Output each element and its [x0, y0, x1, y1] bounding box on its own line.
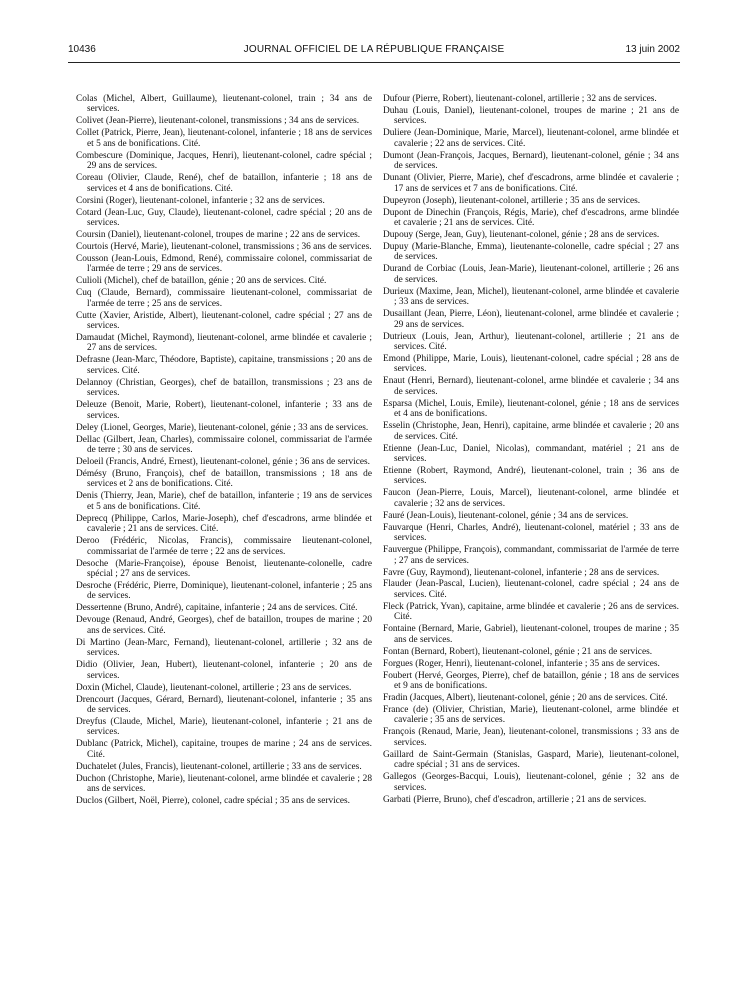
list-item: Esparsa (Michel, Louis, Emile), lieutenant-colonel, génie ; 18 ans de services et 4 ans de bonifications.	[383, 398, 679, 420]
page-number: 10436	[68, 44, 96, 55]
list-item: Denis (Thierry, Jean, Marie), chef de bataillon, infanterie ; 19 ans de services et 5 ans de bonifications. Cité.	[76, 491, 372, 512]
list-item: Emond (Philippe, Marie, Louis), lieutenant-colonel, cadre spécial ; 28 ans de services.	[383, 353, 679, 375]
list-item: Dublanc (Patrick, Michel), capitaine, troupes de marine ; 24 ans de services. Cité.	[76, 739, 372, 760]
list-item: Démésy (Bruno, François), chef de bataillon, transmissions ; 18 ans de services et 2 ans de bonifications. Cité.	[76, 468, 372, 490]
list-item: Fontan (Bernard, Robert), lieutenant-colonel, génie ; 21 ans de services.	[383, 646, 653, 657]
list-item: Devouge (Renaud, André, Georges), chef de bataillon, troupes de marine ; 20 ans de services. Cité.	[76, 615, 372, 636]
list-item: Durieux (Maxime, Jean, Michel), lieutenant-colonel, arme blindée et cavalerie ; 33 ans de services.	[383, 286, 679, 308]
list-item: Corsini (Roger), lieutenant-colonel, infanterie ; 32 ans de services.	[76, 195, 325, 206]
publication-date: 13 juin 2002	[625, 44, 680, 55]
list-item: Di Martino (Jean-Marc, Fernand), lieutenant-colonel, artillerie ; 32 ans de services.	[76, 637, 372, 659]
list-item: Flauder (Jean-Pascal, Lucien), lieutenant-colonel, cadre spécial ; 24 ans de services. Cité.	[383, 579, 679, 600]
list-item: Faucon (Jean-Pierre, Louis, Marcel), lieutenant-colonel, arme blindée et cavalerie ; 32 ans de services.	[383, 488, 679, 509]
list-item: Deleuze (Benoit, Marie, Robert), lieutenant-colonel, infanterie ; 33 ans de services.	[76, 400, 372, 421]
list-item: Etienne (Robert, Raymond, André), lieutenant-colonel, train ; 36 ans de services.	[383, 465, 679, 487]
list-item: Coreau (Olivier, Claude, René), chef de bataillon, infanterie ; 18 ans de services et 4 ans de bonifications. Cité.	[76, 173, 372, 194]
list-item: Deloeil (Francis, André, Ernest), lieutenant-colonel, génie ; 36 ans de services.	[76, 457, 370, 467]
list-item: Dutrieux (Louis, Jean, Arthur), lieutenant-colonel, artillerie ; 21 ans de services. Cité.	[383, 331, 679, 352]
list-item: Didio (Olivier, Jean, Hubert), lieutenant-colonel, infanterie ; 20 ans de services.	[76, 660, 372, 681]
list-item: Drencourt (Jacques, Gérard, Bernard), lieutenant-colonel, infanterie ; 35 ans de services.	[76, 694, 372, 715]
list-item: Damaudat (Michel, Raymond), lieutenant-colonel, arme blindée et cavalerie ; 27 ans de services.	[76, 333, 372, 354]
list-item: Garbati (Pierre, Bruno), chef d'escadron, artillerie ; 21 ans de services.	[383, 794, 647, 805]
list-item: Forgues (Roger, Henri), lieutenant-colonel, infanterie ; 35 ans de services.	[383, 658, 660, 669]
list-item: Desoche (Marie-Françoise), épouse Benoist, lieutenante-colonelle, cadre spécial ; 27 ans de services.	[76, 558, 372, 580]
list-item: Cotard (Jean-Luc, Guy, Claude), lieutenant-colonel, cadre spécial ; 20 ans de services.	[76, 207, 372, 228]
list-item: Fleck (Patrick, Yvan), capitaine, arme blindée et cavalerie ; 26 ans de services. Cité.	[383, 601, 679, 623]
list-item: Dupouy (Serge, Jean, Guy), lieutenant-colonel, génie ; 28 ans de services.	[383, 229, 660, 240]
list-item: Colivet (Jean-Pierre), lieutenant-colonel, transmissions ; 34 ans de services.	[76, 116, 360, 127]
list-item: Colas (Michel, Albert, Guillaume), lieutenant-colonel, train ; 34 ans de services.	[76, 94, 372, 115]
list-item: Durand de Corbiac (Louis, Jean-Marie), lieutenant-colonel, artillerie ; 26 ans de services.	[383, 264, 679, 285]
list-item: Fauvarque (Henri, Charles, André), lieutenant-colonel, matériel ; 33 ans de services.	[383, 522, 679, 544]
list-item: Cousson (Jean-Louis, Edmond, René), commissaire colonel, commissariat de l'armée de terre ; 29 ans de services.	[76, 253, 372, 275]
list-item: Fontaine (Bernard, Marie, Gabriel), lieutenant-colonel, troupes de marine ; 35 ans de services.	[383, 624, 679, 645]
list-item: Cutte (Xavier, Aristide, Albert), lieutenant-colonel, cadre spécial ; 27 ans de services.	[76, 310, 372, 332]
list-item: Esselin (Christophe, Jean, Henri), capitaine, arme blindée et cavalerie ; 20 ans de services. Cité.	[383, 421, 679, 442]
right-column	[383, 94, 679, 807]
list-item: Duchon (Christophe, Marie), lieutenant-colonel, arme blindée et cavalerie ; 28 ans de services.	[76, 773, 372, 795]
list-item: Etienne (Jean-Luc, Daniel, Nicolas), commandant, matériel ; 21 ans de services.	[383, 443, 679, 464]
list-item: Dunant (Olivier, Pierre, Marie), chef d'escadrons, arme blindée et cavalerie ; 17 ans de services et 7 ans de bonifications. Cité.	[383, 173, 679, 194]
list-item: Fradin (Jacques, Albert), lieutenant-colonel, génie ; 20 ans de services. Cité.	[383, 693, 668, 704]
list-item: Cuq (Claude, Bernard), commissaire lieutenant-colonel, commissariat de l'armée de terre ; 25 ans de services.	[76, 288, 372, 309]
list-item: Deprecq (Philippe, Carlos, Marie-Joseph), chef d'escadrons, arme blindée et cavalerie ; 21 ans de services. Cité.	[76, 513, 372, 535]
list-item: Gaillard de Saint-Germain (Stanislas, Gaspard, Marie), lieutenant-colonel, cadre spécial ; 31 ans de services.	[383, 749, 679, 771]
list-item: Doxin (Michel, Claude), lieutenant-colonel, artillerie ; 23 ans de services.	[76, 682, 352, 693]
list-item: Dupeyron (Joseph), lieutenant-colonel, artillerie ; 35 ans de services.	[383, 195, 641, 206]
list-item: Duchatelet (Jules, Francis), lieutenant-colonel, artillerie ; 33 ans de services.	[76, 761, 362, 772]
list-item: Gallegos (Georges-Bacqui, Louis), lieutenant-colonel, génie ; 32 ans de services.	[383, 772, 679, 793]
list-item: Combescure (Dominique, Jacques, Henri), lieutenant-colonel, cadre spécial ; 29 ans de services.	[76, 150, 372, 172]
list-item: Dessertenne (Bruno, André), capitaine, infanterie ; 24 ans de services. Cité.	[76, 603, 358, 614]
header-rule	[68, 62, 680, 63]
list-item: Fauvergue (Philippe, François), commandant, commissariat de l'armée de terre ; 27 ans de services.	[383, 545, 679, 566]
list-item: Defrasne (Jean-Marc, Théodore, Baptiste), capitaine, transmissions ; 20 ans de services. Cité.	[76, 355, 372, 376]
list-item: Collet (Patrick, Pierre, Jean), lieutenant-colonel, infanterie ; 18 ans de services et 5 ans de bonifications. Cité.	[76, 128, 372, 149]
list-item: Dumont (Jean-François, Jacques, Bernard), lieutenant-colonel, génie ; 34 ans de services.	[383, 150, 679, 172]
list-item: Dreyfus (Claude, Michel, Marie), lieutenant-colonel, infanterie ; 21 ans de services.	[76, 716, 372, 738]
list-item: Deley (Lionel, Georges, Marie), lieutenant-colonel, génie ; 33 ans de services.	[76, 422, 369, 433]
list-item: France (de) (Olivier, Christian, Marie), lieutenant-colonel, arme blindée et cavalerie ; 35 ans de services.	[383, 704, 679, 726]
list-item: Deroo (Frédéric, Nicolas, Francis), commissaire lieutenant-colonel, commissariat de l'armée de terre ; 22 ans de services.	[76, 536, 372, 557]
list-item: Courtois (Hervé, Marie), lieutenant-colonel, transmissions ; 36 ans de services.	[76, 241, 372, 252]
list-item: Culioli (Michel), chef de bataillon, génie ; 20 ans de services. Cité.	[76, 276, 327, 287]
list-item: François (Renaud, Marie, Jean), lieutenant-colonel, transmissions ; 33 ans de services.	[383, 727, 679, 748]
list-item: Dellac (Gilbert, Jean, Charles), commissaire colonel, commissariat de l'armée de terre ; 30 ans de services.	[76, 434, 372, 456]
page-header	[68, 38, 680, 58]
list-item: Desroche (Frédéric, Pierre, Dominique), lieutenant-colonel, infanterie ; 25 ans de services.	[76, 580, 372, 602]
list-item: Dufour (Pierre, Robert), lieutenant-colonel, artillerie ; 32 ans de services.	[383, 94, 657, 104]
list-item: Fauré (Jean-Louis), lieutenant-colonel, génie ; 34 ans de services.	[383, 510, 629, 521]
list-item: Dusaillant (Jean, Pierre, Léon), lieutenant-colonel, arme blindée et cavalerie ; 29 ans de services.	[383, 309, 679, 330]
list-item: Duclos (Gilbert, Noël, Pierre), colonel, cadre spécial ; 35 ans de services.	[76, 796, 350, 807]
list-item: Dupont de Dinechin (François, Régis, Marie), chef d'escadrons, arme blindée et cavalerie ; 21 ans de services. Cité.	[383, 207, 679, 228]
list-item: Duhau (Louis, Daniel), lieutenant-colonel, troupes de marine ; 21 ans de services.	[383, 105, 679, 127]
list-item: Coursin (Daniel), lieutenant-colonel, troupes de marine ; 22 ans de services.	[76, 229, 361, 240]
list-item: Enaut (Henri, Bernard), lieutenant-colonel, arme blindée et cavalerie ; 34 ans de services.	[383, 376, 679, 397]
list-item: Delannoy (Christian, Georges), chef de bataillon, transmissions ; 23 ans de services.	[76, 377, 372, 399]
list-item: Duliere (Jean-Dominique, Marie, Marcel), lieutenant-colonel, arme blindée et cavalerie ; 22 ans de services. Cité.	[383, 128, 679, 149]
journal-title: JOURNAL OFFICIEL DE LA RÉPUBLIQUE FRANÇAISE	[243, 44, 505, 55]
left-column	[76, 94, 372, 808]
list-item: Dupuy (Marie-Blanche, Emma), lieutenante-colonelle, cadre spécial ; 27 ans de services.	[383, 241, 679, 263]
list-item: Favre (Guy, Raymond), lieutenant-colonel, infanterie ; 28 ans de services.	[383, 567, 660, 578]
list-item: Foubert (Hervé, Georges, Pierre), chef de bataillon, génie ; 18 ans de services et 9 ans de bonifications.	[383, 670, 679, 692]
